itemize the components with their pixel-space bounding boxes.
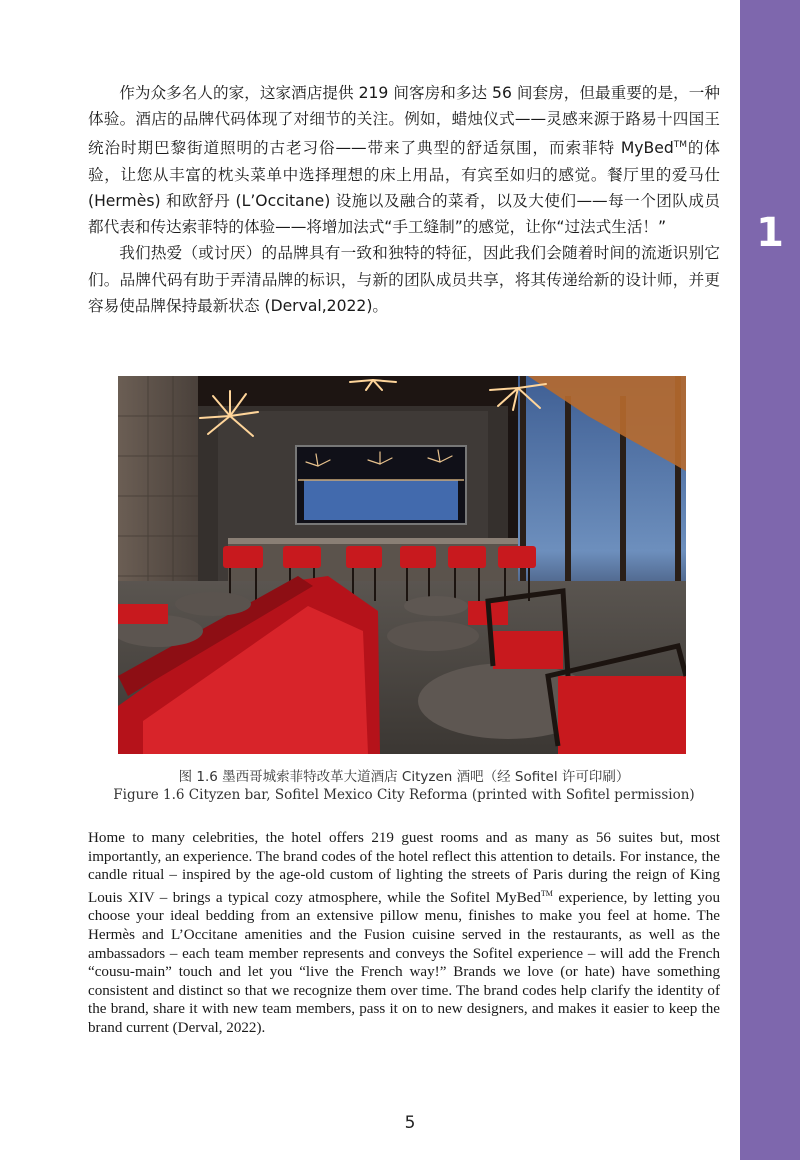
chinese-paragraph-1	[88, 80, 720, 240]
page-number: 5	[404, 1113, 416, 1133]
chapter-number: 1	[756, 210, 784, 256]
english-text-part-b: experience, by letting you choose your ideal bedding from an extensive pillow menu, finishes to make you feel at home. The Hermès and L’Occitane amenities and the Fusion cuisine served in the restaurants, as well as the ambassadors – each team member represents and conveys the Sofitel experience – will add the French “cousu-main” touch and let you “live the French way!” Brands we love (or hate) have something consistent and distinct so that we recognize them over time. The brand codes help clarify the identity of the brand, share it with new team members, pass it on to new designers, and makes it easier to keep the brand current (Derval, 2022).	[88, 889, 720, 1036]
chinese-paragraph-1-part-b: 的体验，让您从丰富的枕头菜单中选择理想的床上用品，有宾至如归的感觉。餐厅里的爱马仕 (Hermès) 和欧舒丹 (L’Occitane) 设施以及融合的菜肴，以及大使们——每一个团队成员都代表和传达索菲特的体验——将增加法式“手工缝制”的感觉，让你“过法式生活！”	[88, 139, 720, 237]
chinese-paragraph-1-part-a: 作为众多名人的家，这家酒店提供 219 间客房和多达 56 间套房，但最重要的是，一种体验。酒店的品牌代码体现了对细节的关注。例如，蜡烛仪式——灵感来源于路易十四国王统治时期巴黎街道照明的古老习俗——带来了典型的舒适氛围，而索菲特 MyBed	[88, 84, 720, 158]
english-text-part-a: Home to many celebrities, the hotel offers 219 guest rooms and as many as 56 suites but, most importantly, an experience. The brand codes of the hotel reflect this attention to details. For instance, the candle ritual – inspired by the age-old custom of lighting the streets of Paris during the reign of King Louis XIV – brings a typical cozy atmosphere, while the Sofitel MyBed	[88, 830, 720, 906]
chinese-paragraph-2: 我们热爱（或讨厌）的品牌具有一致和独特的特征，因此我们会随着时间的流逝识别它们。品牌代码有助于弄清品牌的标识，与新的团队成员共享，将其传递给新的设计师，并更容易使品牌保持最新状态 (Derval,2022)。	[88, 244, 720, 315]
english-body-text	[88, 829, 720, 1038]
cityzen-bar-photo	[118, 376, 686, 754]
figure-caption-english: Figure 1.6 Cityzen bar, Sofitel Mexico City Reforma (printed with Sofitel permission)	[113, 787, 695, 803]
figure-caption-chinese: 图 1.6 墨西哥城索菲特改革大道酒店 Cityzen 酒吧（经 Sofitel 许可印刷）	[178, 769, 630, 785]
trademark-mark: TM	[673, 140, 687, 151]
trademark-mark-english: TM	[540, 888, 553, 898]
chinese-body-text	[88, 80, 720, 319]
chapter-side-tab	[740, 0, 800, 1160]
